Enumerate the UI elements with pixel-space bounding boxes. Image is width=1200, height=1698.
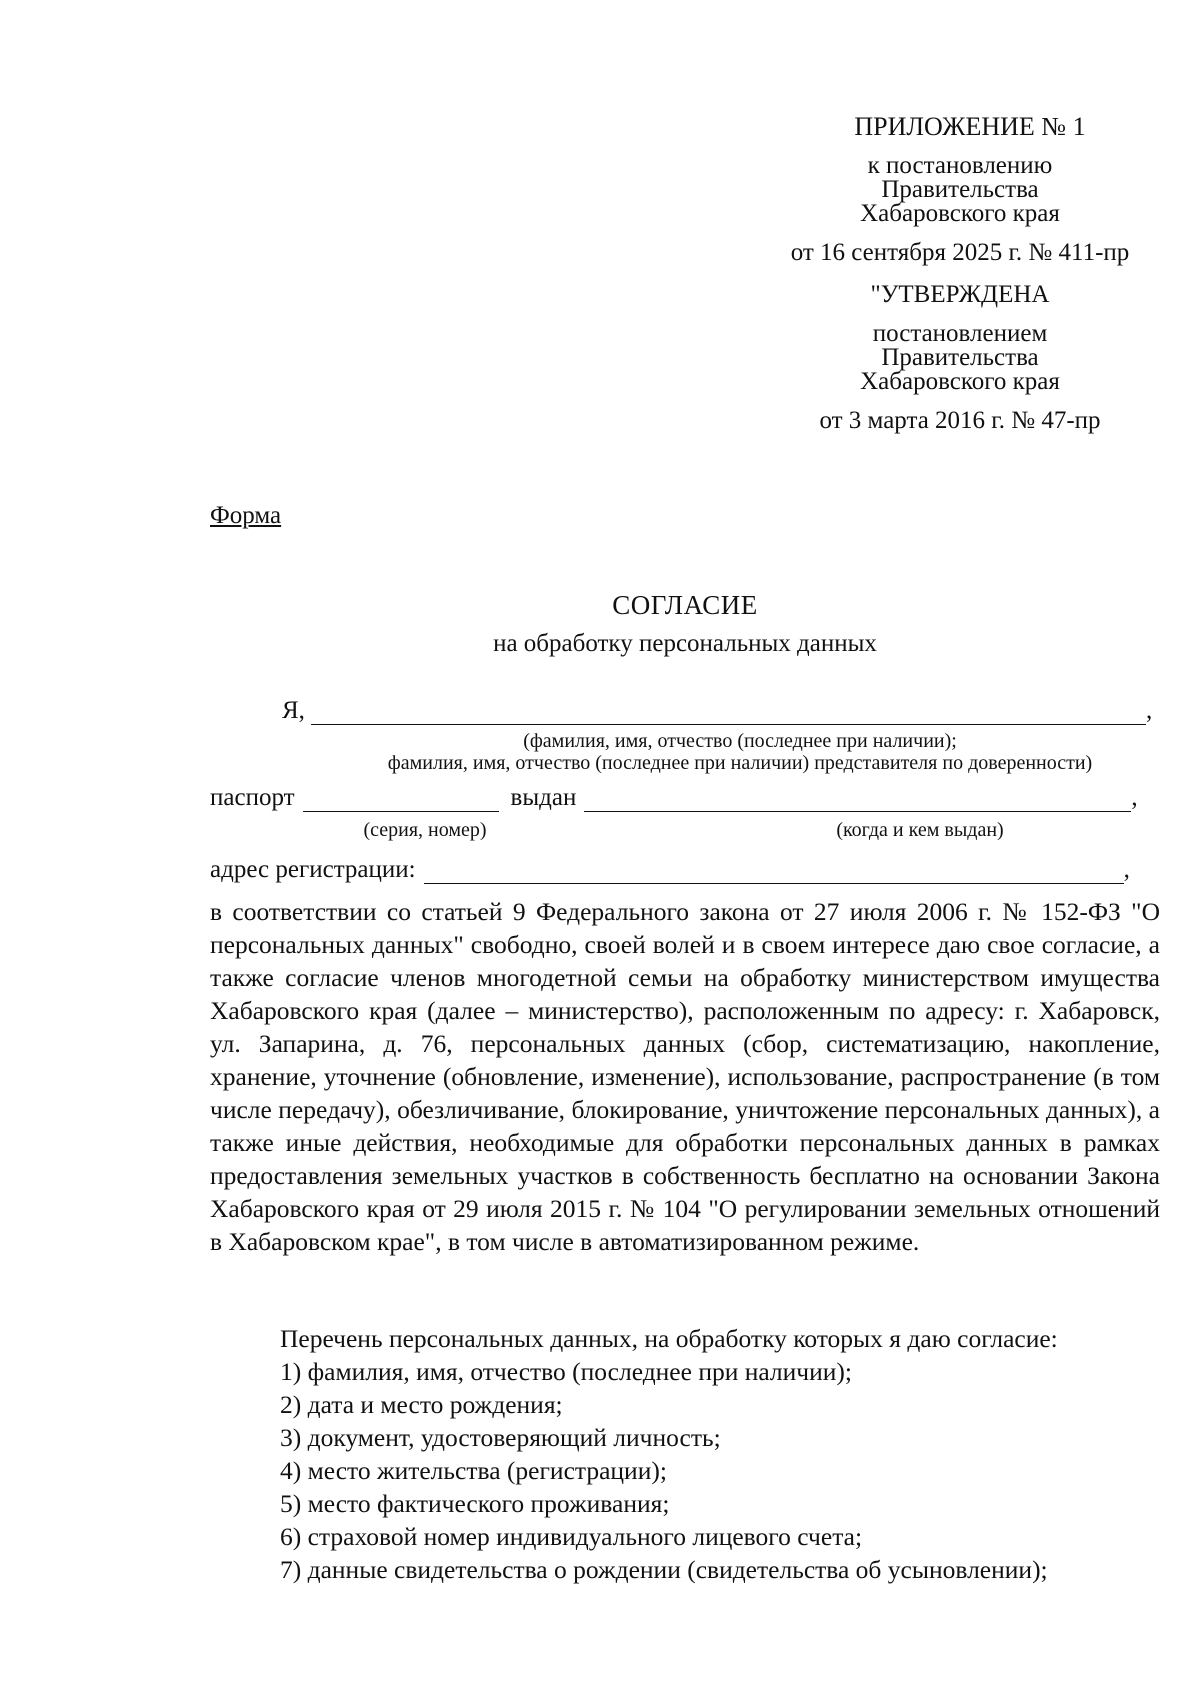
name-prefix: Я,	[282, 697, 305, 724]
list-item: 2) дата и место рождения;	[280, 1390, 563, 1419]
resolution-date: от 16 сентября 2025 г. № 411-пр	[790, 239, 1130, 266]
address-field-row	[210, 856, 1130, 884]
consent-paragraph: в соответствии со статьей 9 Федерального закона от 27 июля 2006 г. № 152-ФЗ "О персональных данных" свободно, своей волей и в своем интересе даю свое согласие, а также согласие членов многодетной семьи на обработку министерством имущества Хабаровского края (далее – министерство), расположенным по адресу: г. Хабаровск, ул. Запарина, д. 76, персональных данных (сбор, систематизацию, накопление, хранение, уточнение (обновление, изменение), использование, распространение (в том числе передачу), обезличивание, блокирование, уничтожение персональных данных), а также иные действия, необходимые для обработки персональных данных в рамках предоставления земельных участков в собственность бесплатно на основании Закона Хабаровского края от 29 июля 2015 г. № 104 "О регулировании земельных отношений в Хабаровском крае", в том числе в автоматизированном режиме.	[210, 897, 1160, 1256]
list-item: 4) место жительства (регистрации);	[280, 1456, 667, 1485]
name-field-row	[282, 697, 1152, 725]
approved-line-1: постановлением	[872, 320, 1048, 347]
issued-label: выдан	[510, 784, 577, 811]
passport-comma: ,	[1131, 784, 1138, 811]
address-label: адрес регистрации:	[210, 856, 416, 883]
appendix-title: ПРИЛОЖЕНИЕ № 1	[854, 112, 1086, 141]
name-hint-2: фамилия, имя, отчество (последнее при наличии) представителя по доверенности)	[387, 752, 1093, 774]
header-block	[740, 112, 1180, 436]
approved-line-2: Правительства	[881, 344, 1039, 371]
resolution-line-2: Правительства	[881, 176, 1039, 203]
approved-line-3: Хабаровского края	[860, 368, 1060, 395]
document-subtitle: на обработку персональных данных	[493, 630, 877, 657]
passport-field-row	[210, 784, 1138, 812]
approved-title: "УТВЕРЖДЕНА	[870, 281, 1050, 308]
issued-hint: (когда и кем выдан)	[836, 819, 1004, 841]
list-item: 1) фамилия, имя, отчество (последнее при наличии);	[280, 1357, 852, 1386]
issued-blank-line[interactable]	[584, 785, 1131, 812]
list-item: 6) страховой номер индивидуального лицевого счета;	[280, 1522, 863, 1551]
list-item: 7) данные свидетельства о рождении (свидетельства об усыновлении);	[280, 1555, 1048, 1584]
name-blank-line[interactable]	[311, 698, 1146, 725]
address-comma: ,	[1123, 856, 1130, 883]
resolution-line-3: Хабаровского края	[860, 200, 1060, 227]
resolution-line-1: к постановлению	[867, 152, 1053, 179]
passport-hint: (серия, номер)	[363, 819, 487, 841]
passport-blank-line[interactable]	[303, 785, 499, 812]
list-title: Перечень персональных данных, на обработку которых я даю согласие:	[280, 1324, 1058, 1353]
passport-label: паспорт	[210, 784, 295, 811]
address-blank-line[interactable]	[424, 857, 1124, 884]
form-label: Форма	[210, 502, 282, 529]
name-hint-1: (фамилия, имя, отчество (последнее при наличии);	[523, 730, 957, 752]
list-item: 3) документ, удостоверяющий личность;	[280, 1423, 721, 1452]
list-item: 5) место фактического проживания;	[280, 1489, 670, 1518]
document-title: СОГЛАСИЕ	[612, 590, 758, 620]
approved-date: от 3 марта 2016 г. № 47-пр	[819, 407, 1101, 434]
name-comma: ,	[1145, 697, 1153, 724]
personal-data-list	[280, 1322, 1180, 1586]
